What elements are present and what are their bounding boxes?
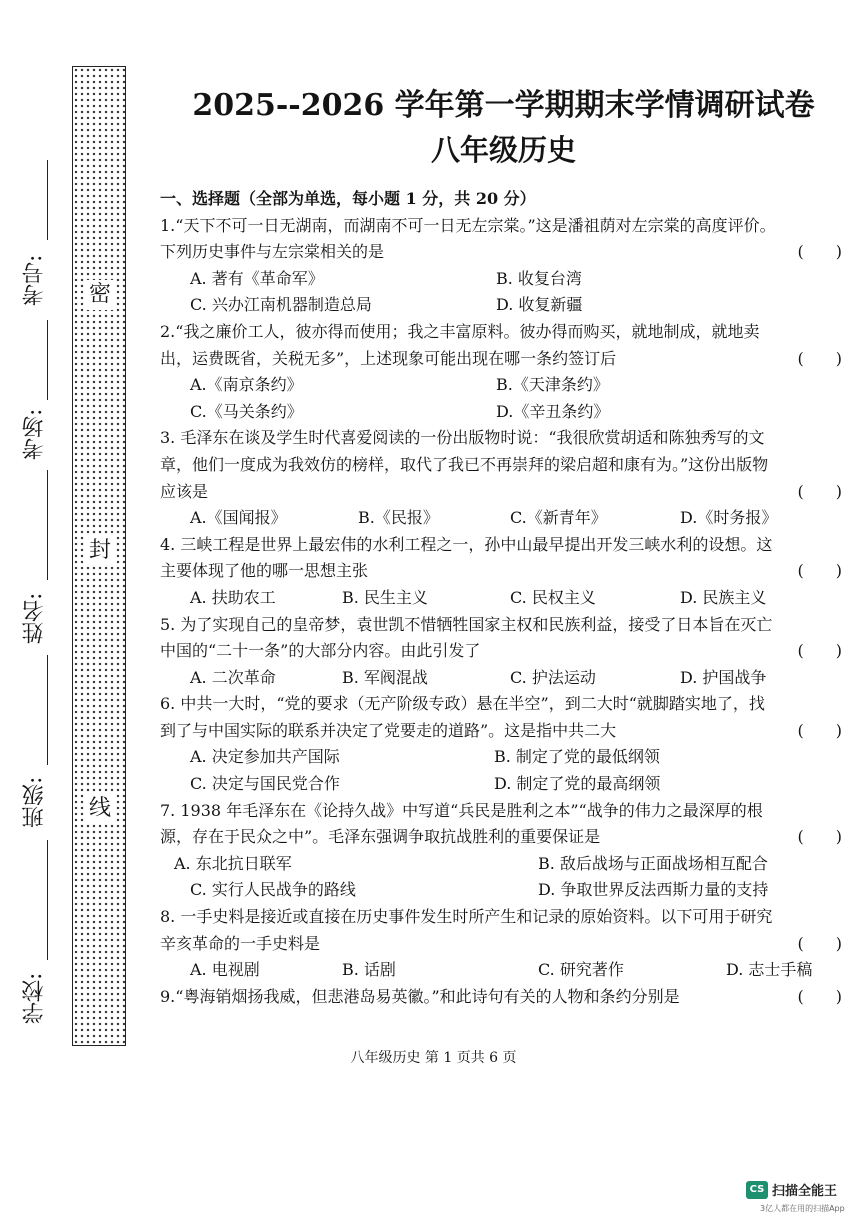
q5-option-c: C. 护法运动 [510,667,596,687]
q5-option-d: D. 护国战争 [680,667,767,687]
q9-stem-text: 9.“粤海销烟扬我威，但悲港岛易英徽。”和此诗句有关的人物和条约分别是 [160,986,680,1006]
seal-char-xian: 线 [86,794,114,824]
q6-answer-paren: ( ) [797,720,842,740]
banji-label: 班级: [22,776,47,828]
q7-stem-text: 源，存在于民众之中”。毛泽东强调争取抗战胜利的重要保证是 [160,827,601,847]
q5-answer-paren: ( ) [797,641,842,661]
kaochang-underline [47,320,48,400]
q4-option-a: A. 扶助农工 [190,587,276,607]
q1-stem-line1: 1.“天下不可一日无湖南，而湖南不可一日无左宗棠。”这是潘祖荫对左宗棠的高度评价。 [160,215,776,235]
q9-stem-line1 [160,984,850,1011]
q6-options-row2 [160,771,850,798]
q2-option-c: C.《马关条约》 [190,401,303,421]
q2-stem-text: 出，运费既省，关税无多”，上述现象可能出现在哪一条约签订后 [160,348,617,368]
q2-option-b: B.《天津条约》 [496,375,609,395]
q2-options-row2 [160,399,850,426]
q2-answer-paren: ( ) [797,348,842,368]
seal-char-mi: 密 [86,280,114,310]
q1-option-c: C. 兴办江南机器制造总局 [190,295,372,315]
q4-stem-text: 主要体现了他的哪一思想主张 [160,561,369,581]
q7-answer-paren: ( ) [797,827,842,847]
q4-stem-line2 [160,558,850,585]
exam-title: 2025--2026 学年第一学期期末学情调研试卷 [192,88,815,123]
xingming-label: 姓名: [22,592,47,644]
q3-option-b: B.《民报》 [358,508,439,528]
camscanner-logo-icon: CS [746,1181,768,1199]
q4-option-d: D. 民族主义 [680,587,767,607]
q3-options-row [160,505,850,532]
q7-options-row1 [160,851,850,878]
q8-option-c: C. 研究著作 [538,960,624,980]
q2-option-a: A.《南京条约》 [190,375,303,395]
q1-option-d: D. 收复新疆 [496,295,583,315]
q5-option-a: A. 二次革命 [190,667,276,687]
q7-stem-line2 [160,824,850,851]
q6-option-a: A. 决定参加共产国际 [190,747,340,767]
q8-stem-text: 辛亥革命的一手史料是 [160,933,321,953]
q4-options-row [160,585,850,612]
camscanner-name: 扫描全能王 [772,1184,838,1199]
camscanner-tagline: 3亿人都在用的扫描App [760,1204,845,1213]
q7-option-c: C. 实行人民战争的路线 [190,880,356,900]
q8-answer-paren: ( ) [797,933,842,953]
q3-option-a: A.《国闻报》 [190,508,287,528]
q4-option-c: C. 民权主义 [510,587,596,607]
q6-option-c: C. 决定与国民党合作 [190,774,340,794]
q6-option-b: B. 制定了党的最低纲领 [494,747,660,767]
q1-options-row2 [160,292,850,319]
banji-underline [47,655,48,765]
q8-option-d: D. 志士手稿 [726,960,813,980]
q4-stem-line1: 4. 三峡工程是世界上最宏伟的水利工程之一，孙中山最早提出开发三峡水利的设想。这 [160,534,773,554]
q1-option-a: A. 著有《革命军》 [190,268,324,288]
q3-stem-line1: 3. 毛泽东在谈及学生时代喜爱阅读的一份出版物时说：“我很欣赏胡适和陈独秀写的文 [160,428,765,448]
q9-answer-paren: ( ) [797,986,842,1006]
q3-option-d: D.《时务报》 [680,508,778,528]
section-heading: 一、选择题（全部为单选，每小题 1 分，共 20 分） [160,189,536,208]
q8-stem-line2 [160,931,850,958]
kaochang-label: 考场: [22,408,47,460]
q1-option-b: B. 收复台湾 [496,268,582,288]
xuexiao-label: 学校: [22,972,47,1024]
seal-char-feng: 封 [86,536,114,566]
q7-stem-line1: 7. 1938 年毛泽东在《论持久战》中写道“兵民是胜利之本”“战争的伟力之最深厚的根 [160,800,763,820]
q8-options-row [160,957,850,984]
exam-subject: 八年级历史 [430,133,576,167]
q7-options-row2 [160,877,850,904]
q2-options-row1 [160,372,850,399]
q5-stem-line1: 5. 为了实现自己的皇帝梦，袁世凯不惜牺牲国家主权和民族利益，接受了日本旨在灭亡 [160,614,773,634]
q7-option-b: B. 敌后战场与正面战场相互配合 [538,853,768,873]
q1-stem-line2 [160,239,850,266]
kaohao-label: 考号: [22,254,47,306]
q3-stem-line2: 章，他们一度成为我效仿的榜样，取代了我已不再崇拜的梁启超和康有为。”这份出版物 [160,454,769,474]
q7-option-d: D. 争取世界反法西斯力量的支持 [538,880,769,900]
q2-stem-line1: 2.“我之廉价工人，彼亦得而使用；我之丰富原料。彼办得而购买，就地制成，就地卖 [160,321,760,341]
q5-stem-line2 [160,638,850,665]
q8-option-a: A. 电视剧 [190,960,260,980]
q4-answer-paren: ( ) [797,561,842,581]
q3-answer-paren: ( ) [797,481,842,501]
student-info-margin [0,0,70,1060]
q1-answer-paren: ( ) [797,242,842,262]
q2-option-d: D.《辛丑条约》 [496,401,610,421]
question-area [160,186,850,1010]
q2-stem-line2 [160,346,850,373]
q3-option-c: C.《新青年》 [510,508,607,528]
q6-options-row1 [160,744,850,771]
q6-stem-line1: 6. 中共一大时，“党的要求（无产阶级专政）悬在半空”，到二大时“就脚踏实地了，找 [160,694,765,714]
q8-stem-line1: 8. 一手史料是接近或直接在历史事件发生时所产生和记录的原始资料。以下可用于研究 [160,907,773,927]
q6-stem-line2 [160,718,850,745]
q8-option-b: B. 话剧 [342,960,396,980]
q4-option-b: B. 民生主义 [342,587,428,607]
q1-stem-text: 下列历史事件与左宗棠相关的是 [160,242,385,262]
page-footer: 八年级历史 第 1 页共 6 页 [350,1050,517,1066]
q7-option-a: A. 东北抗日联军 [174,853,292,873]
kaohao-underline [47,160,48,240]
q5-stem-text: 中国的“二十一条”的大部分内容。由此引发了 [160,641,481,661]
q3-stem-text: 应该是 [160,481,209,501]
q6-option-d: D. 制定了党的最高纲领 [494,774,661,794]
q3-stem-line3 [160,479,850,506]
xingming-underline [47,470,48,580]
q1-options-row1 [160,266,850,293]
q5-options-row [160,665,850,692]
xuexiao-underline [47,840,48,960]
q6-stem-text: 到了与中国实际的联系并决定了党要走的道路”。这是指中共二大 [160,720,617,740]
q5-option-b: B. 军阀混战 [342,667,428,687]
